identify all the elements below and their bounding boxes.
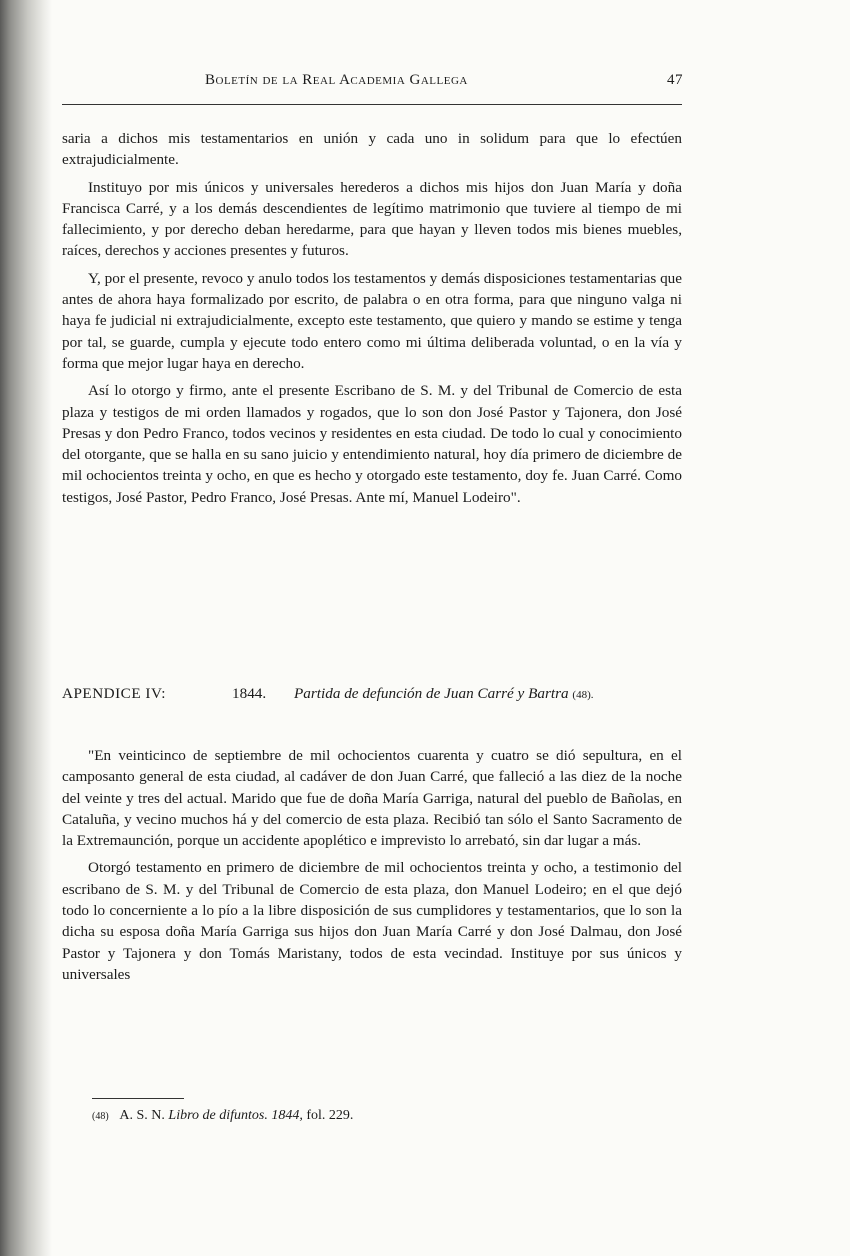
appendix-heading — [62, 683, 682, 727]
footnote-title: Libro de difuntos. 1844, — [168, 1108, 303, 1123]
appendix-text — [62, 745, 682, 985]
appendix-title: Partida de defunción de Juan Carré y Bartra — [294, 685, 569, 702]
page-number: 47 — [667, 72, 683, 88]
main-text — [62, 128, 682, 508]
footnote-source: A. S. N. — [119, 1108, 165, 1123]
paragraph-2: Instituyo por mis únicos y universales herederos a dichos mis hijos don Juan María y doña Francisca Carré, y a los demás descendientes de legítimo matrimonio que tuviere al tiempo de mi fallecimiento, y por derecho deban heredarme, para que hayan y lleven todos mis bienes muebles, raíces, derechos y acciones presentes y futuros. — [62, 178, 682, 260]
appendix-note-ref: (48). — [572, 689, 594, 701]
footnote-mark: (48) — [92, 1111, 109, 1122]
header-rule — [62, 104, 682, 105]
footnote — [92, 1106, 652, 1127]
footnote-folio: fol. 229. — [306, 1108, 354, 1123]
running-title: Boletín de la Real Academia Gallega — [205, 72, 468, 88]
appendix-year: 1844. — [232, 685, 267, 702]
appendix-title-block — [294, 683, 682, 706]
footnote-rule — [92, 1098, 184, 1099]
paragraph-3: Y, por el presente, revoco y anulo todos los testamentos y demás disposiciones testamentarias que antes de ahora haya formalizado por escrito, de palabra o en otra forma, para que ninguno valga ni haya fe judicial ni extrajudicialmente, excepto este testamento, que quiero y mando se estime y tenga por tal, se guarde, cumpla y ejecute todo entero como mi última deliberada voluntad, o en la vía y forma que mejor lugar haya en derecho. — [62, 269, 682, 372]
running-header — [205, 72, 683, 100]
paragraph-4: Así lo otorgo y firmo, ante el presente Escribano de S. M. y del Tribunal de Comercio de esta plaza y testigos de mi orden llamados y rogados, que lo son don José Pastor y Tajonera, don José Presas y don Pedro Franco, todos vecinos y residentes en esta ciudad. De todo lo cual y conocimiento del otorgante, que se halla en su sano juicio y entendimiento natural, hoy día primero de diciembre de mil ochocientos treinta y ocho, en que es hecho y otorgado este testamento, doy fe. Juan Carré. Como testigos, José Pastor, Pedro Franco, José Presas. Ante mí, Manuel Lodeiro". — [62, 382, 682, 506]
scanned-page-edge — [0, 0, 52, 1256]
appendix-paragraph-1: "En veinticinco de septiembre de mil ochocientos cuarenta y cuatro se dió sepultura, en el camposanto general de esta ciudad, al cadáver de don Juan Carré, que falleció a las diez de la noche del veinte y tres del actual. Marido que fue de doña María Garriga, natural del pueblo de Bañolas, en Cataluña, y vecino muchos há y del comercio de esta plaza. Recibió tan sólo el Santo Sacramento de la Extremaunción, porque un accidente apoplético e imprevisto lo arrebató, sin dar lugar a más. — [62, 747, 682, 850]
appendix-label: APENDICE IV: — [62, 685, 167, 702]
paragraph-1: saria a dichos mis testamentarios en unión y cada uno in solidum para que lo efectúen extrajudicialmente. — [62, 130, 682, 169]
appendix-paragraph-2: Otorgó testamento en primero de diciembre de mil ochocientos treinta y ocho, a testimonio del escribano de S. M. y del Tribunal de Comercio de esta plaza, don Manuel Lodeiro; en el que dejó todo lo concerniente a lo pío a la libre disposición de sus cumplidores y testamentarios, que lo son la dicha su esposa doña María Garriga sus hijos don Juan María Carré y don José Dalmau, don José Pastor y Tajonera y don Tomás Maristany, todos de esta vecindad. Instituye por sus únicos y universales — [62, 859, 682, 983]
